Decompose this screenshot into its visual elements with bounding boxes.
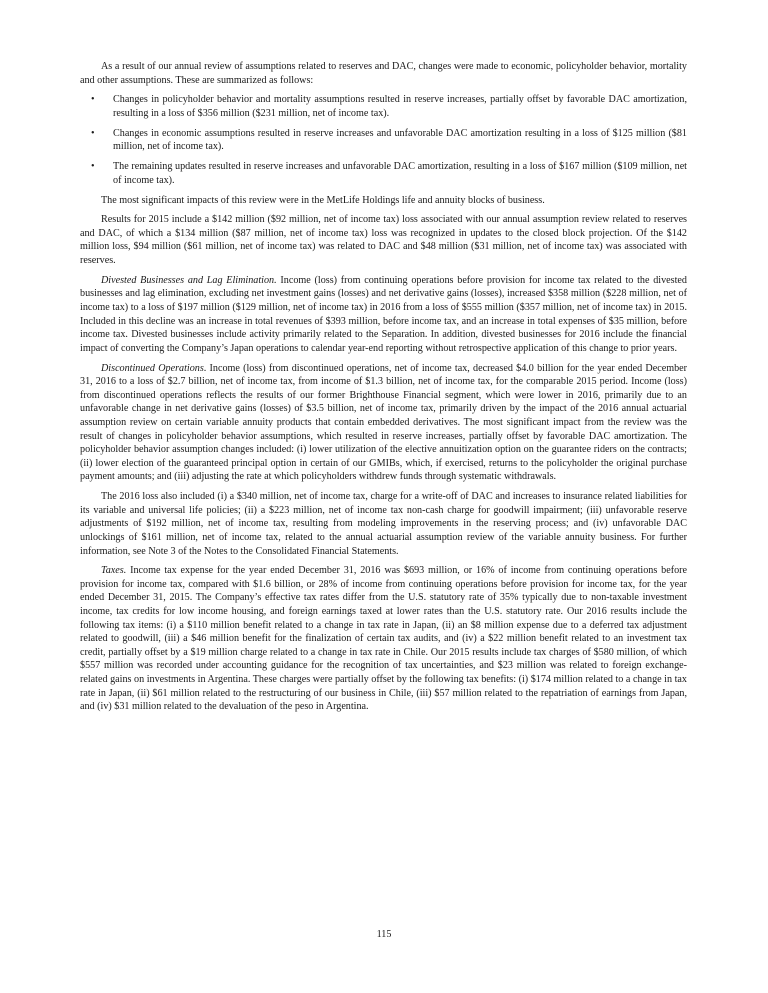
taxes-body: Income tax expense for the year ended December 31, 2016 was $693 million, or 16% of income from continuing operations before provision for income tax, compared with $1.6 billion, or 28% of income from continuing operations before provision for income tax, for the year ended December 31, 2015. The Company’s effective tax rates differ from the U.S. statutory rate of 35% typically due to non-taxable investment income, tax credits for low income housing, and foreign earnings taxed at lower rates than the U.S. statutory rate. Our 2016 results include the following tax items: (i) a $110 million benefit related to a change in tax rate in Japan, (ii) an $8 million expense due to a deferred tax adjustment related to goodwill, (iii) a $46 million benefit for the finalization of certain tax audits, and (iv) a $22 million benefit related to an investment tax credit, partially offset by a $19 million charge related to a change in tax rate in Chile. Our 2015 results include tax charges of $580 million, of which $557 million was recorded under accounting guidance for the recognition of tax uncertainties, and $23 million was related to foreign exchange-related gains on investments in Argentina. These charges were partially offset by the following tax benefits: (i) $174 million related to a change in tax rate in Japan, (ii) $61 million related to the restructuring of our business in Chile, (iii) $57 million related to the repatriation of earnings from Japan, and (iv) $31 million related to the devaluation of the peso in Argentina. [80,565,687,713]
significant-impacts-paragraph: The most significant impacts of this review were in the MetLife Holdings life and annuity blocks of business. [101,194,545,206]
document-body [80,60,687,720]
bullet-icon: • [91,161,95,173]
list-item [80,160,687,187]
discontinued-operations-paragraph [80,362,687,484]
discontinued-heading: Discontinued Operations [101,362,204,374]
list-item [80,127,687,154]
list-item-text: Changes in policyholder behavior and mortality assumptions resulted in reserve increases, partially offset by favorable DAC amortization, resulting in a loss of $356 million ($231 million, net of income tax). [113,94,687,119]
assumption-changes-list [80,93,687,187]
bullet-icon: • [91,127,95,139]
taxes-paragraph [80,564,687,714]
loss-2016-paragraph: The 2016 loss also included (i) a $340 million, net of income tax, charge for a write-off of DAC and increases to insurance related liabilities for its variable and universal life policies; (ii) a $223 million, net of income tax non-cash charge for goodwill impairment; (iii) unfavorable reserve adjustments of $192 million, net of income tax, resulting from modeling improvements in the reserving process; and (iv) unfavorable DAC unlockings of $161 million, net of income tax, related to the annual actuarial assumption review of the variable annuity business. For further information, see Note 3 of the Notes to the Consolidated Financial Statements. [80,491,687,557]
intro-paragraph: As a result of our annual review of assumptions related to reserves and DAC, changes were made to economic, policyholder behavior, mortality and other assumptions. These are summarized as follows: [80,61,687,86]
results-2015-paragraph: Results for 2015 include a $142 million ($92 million, net of income tax) loss associated with our annual assumption review related to reserves and DAC, of which a $134 million ($87 million, net of income tax) loss was recognized in updates to the closed block projection. Of the $142 million loss, $94 million ($61 million, net of income tax) was related to DAC and $48 million ($31 million, net of income tax) was associated with reserves. [80,214,687,267]
bullet-icon: • [91,94,95,106]
list-item-text: Changes in economic assumptions resulted in reserve increases and unfavorable DAC amortization resulting in a loss of $125 million ($81 million, net of income tax). [113,127,687,153]
list-item-text: The remaining updates resulted in reserve increases and unfavorable DAC amortization, resulting in a loss of $167 million ($109 million, net of income tax). [113,161,687,186]
list-item [80,93,687,120]
divested-heading: Divested Businesses and Lag Elimination. [101,274,277,286]
page-number: 115 [376,929,392,940]
divested-businesses-paragraph [80,274,687,356]
discontinued-body: . Income (loss) from discontinued operations, net of income tax, decreased $4.0 billion for the year ended December 31, 2016 to a loss of $2.7 billion, net of income tax, from income of $1.3 billion, net of income tax, for the comparable 2015 period. Income (loss) from discontinued operations reflects the results of our former Brighthouse Financial segment, which were lower in 2016, primarily due to an unfavorable change in net derivative gains (losses) of $3.5 billion, net of income tax, primarily driven by the impact of the 2016 annual actuarial assumption review on certain variable annuity products that contain embedded derivatives. The most significant impact from the review was the result of changes in policyholder behavior assumptions, which resulted in reserve increases, partially offset by favorable DAC amortization. The policyholder behavior assumption changes included: (i) lower utilization of the elective annuitization option on the guarantee riders on the contracts; (ii) lower election of the guaranteed principal option in certain of our GMIBs, which, if exercised, returns to the policyholder the original purchase payment amounts; and (iii) adjusting the rate at which policyholders withdrew funds through systematic withdrawals. [80,362,687,483]
divested-body: Income (loss) from continuing operations before provision for income tax related to the divested businesses and lag elimination, excluding net investment gains (losses) and net derivative gains (losses), increased $358 million ($228 million, net of income tax) to a loss of $197 million ($129 million, net of income tax) in 2016 from a loss of $555 million ($357 million, net of income tax) in 2015. Included in this decline was an increase in total revenues of $393 million, before income tax, and an increase in total expenses of $35 million, before income tax. Divested businesses include activity primarily related to the Separation. In addition, divested businesses for 2016 include the financial impact of converting the Company’s Japan operations to calendar year-end reporting without retrospective application of this change to prior years. [80,274,687,354]
taxes-heading: Taxes. [101,565,127,577]
